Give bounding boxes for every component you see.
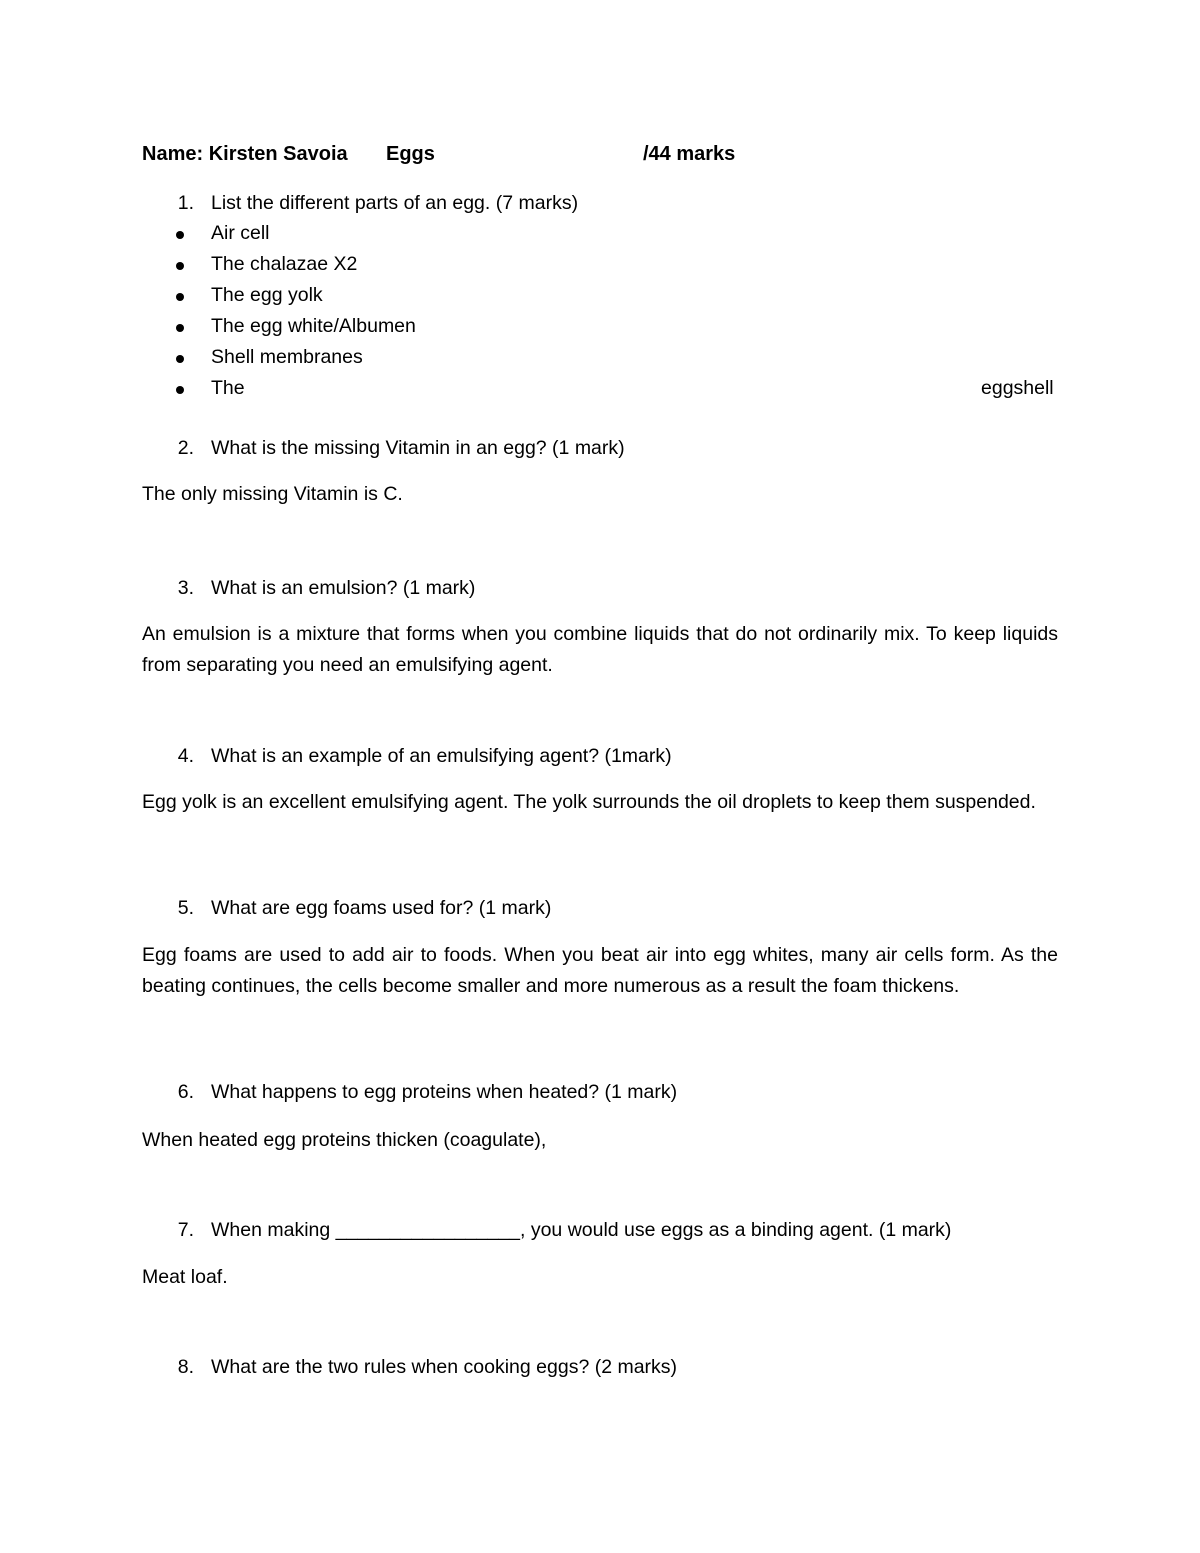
- q8-question: What are the two rules when cooking eggs? (2 marks): [211, 1356, 678, 1378]
- q6-answer: When heated egg proteins thicken (coagulate),: [142, 1129, 547, 1151]
- student-name: Name: Kirsten Savoia: [142, 143, 348, 165]
- q2-answer: The only missing Vitamin is C.: [142, 483, 403, 505]
- q1-question: List the different parts of an egg. (7 marks): [211, 192, 579, 214]
- q7-number: 7.: [177, 1219, 194, 1241]
- bullet-icon: [176, 262, 184, 270]
- q5-answer: Egg foams are used to add air to foods. When you beat air into egg whites, many air cells form. As the beating continues, the cells become smaller and more numerous as a result the foam thickens.: [142, 944, 1058, 997]
- bullet-icon: [176, 386, 184, 394]
- q4-question: What is an example of an emulsifying agent? (1mark): [211, 745, 672, 767]
- q7-answer: Meat loaf.: [142, 1266, 228, 1288]
- q1-bullet: The egg yolk: [211, 284, 323, 306]
- q1-bullet-last-end: eggshell: [981, 377, 1054, 399]
- q2-question: What is the missing Vitamin in an egg? (1 mark): [211, 437, 625, 459]
- q5-number: 5.: [177, 897, 194, 919]
- q2-number: 2.: [177, 437, 194, 459]
- total-marks: /44 marks: [643, 143, 736, 165]
- bullet-icon: [176, 231, 184, 239]
- q8-number: 8.: [177, 1356, 194, 1378]
- q4-number: 4.: [177, 745, 194, 767]
- q1-bullet: Air cell: [211, 222, 270, 244]
- q1-bullet: The egg white/Albumen: [211, 315, 416, 337]
- q1-number: 1.: [177, 192, 194, 214]
- q7-question: When making _________________, you would use eggs as a binding agent. (1 mark): [211, 1219, 952, 1241]
- q1-bullet: Shell membranes: [211, 346, 363, 368]
- q1-bullet-last-start: The: [211, 377, 245, 399]
- q1-bullet: The chalazae X2: [211, 253, 358, 275]
- q5-question: What are egg foams used for? (1 mark): [211, 897, 552, 919]
- bullet-icon: [176, 355, 184, 363]
- q6-number: 6.: [177, 1081, 194, 1103]
- worksheet-title: Eggs: [386, 143, 435, 165]
- q6-question: What happens to egg proteins when heated? (1 mark): [211, 1081, 678, 1103]
- bullet-icon: [176, 324, 184, 332]
- q3-number: 3.: [177, 577, 194, 599]
- q3-answer: An emulsion is a mixture that forms when you combine liquids that do not ordinarily mix. To keep liquids from separating you need an emulsifying agent.: [142, 623, 1058, 676]
- q4-answer: Egg yolk is an excellent emulsifying agent. The yolk surrounds the oil droplets to keep them suspended.: [142, 791, 1036, 813]
- q3-question: What is an emulsion? (1 mark): [211, 577, 476, 599]
- bullet-icon: [176, 293, 184, 301]
